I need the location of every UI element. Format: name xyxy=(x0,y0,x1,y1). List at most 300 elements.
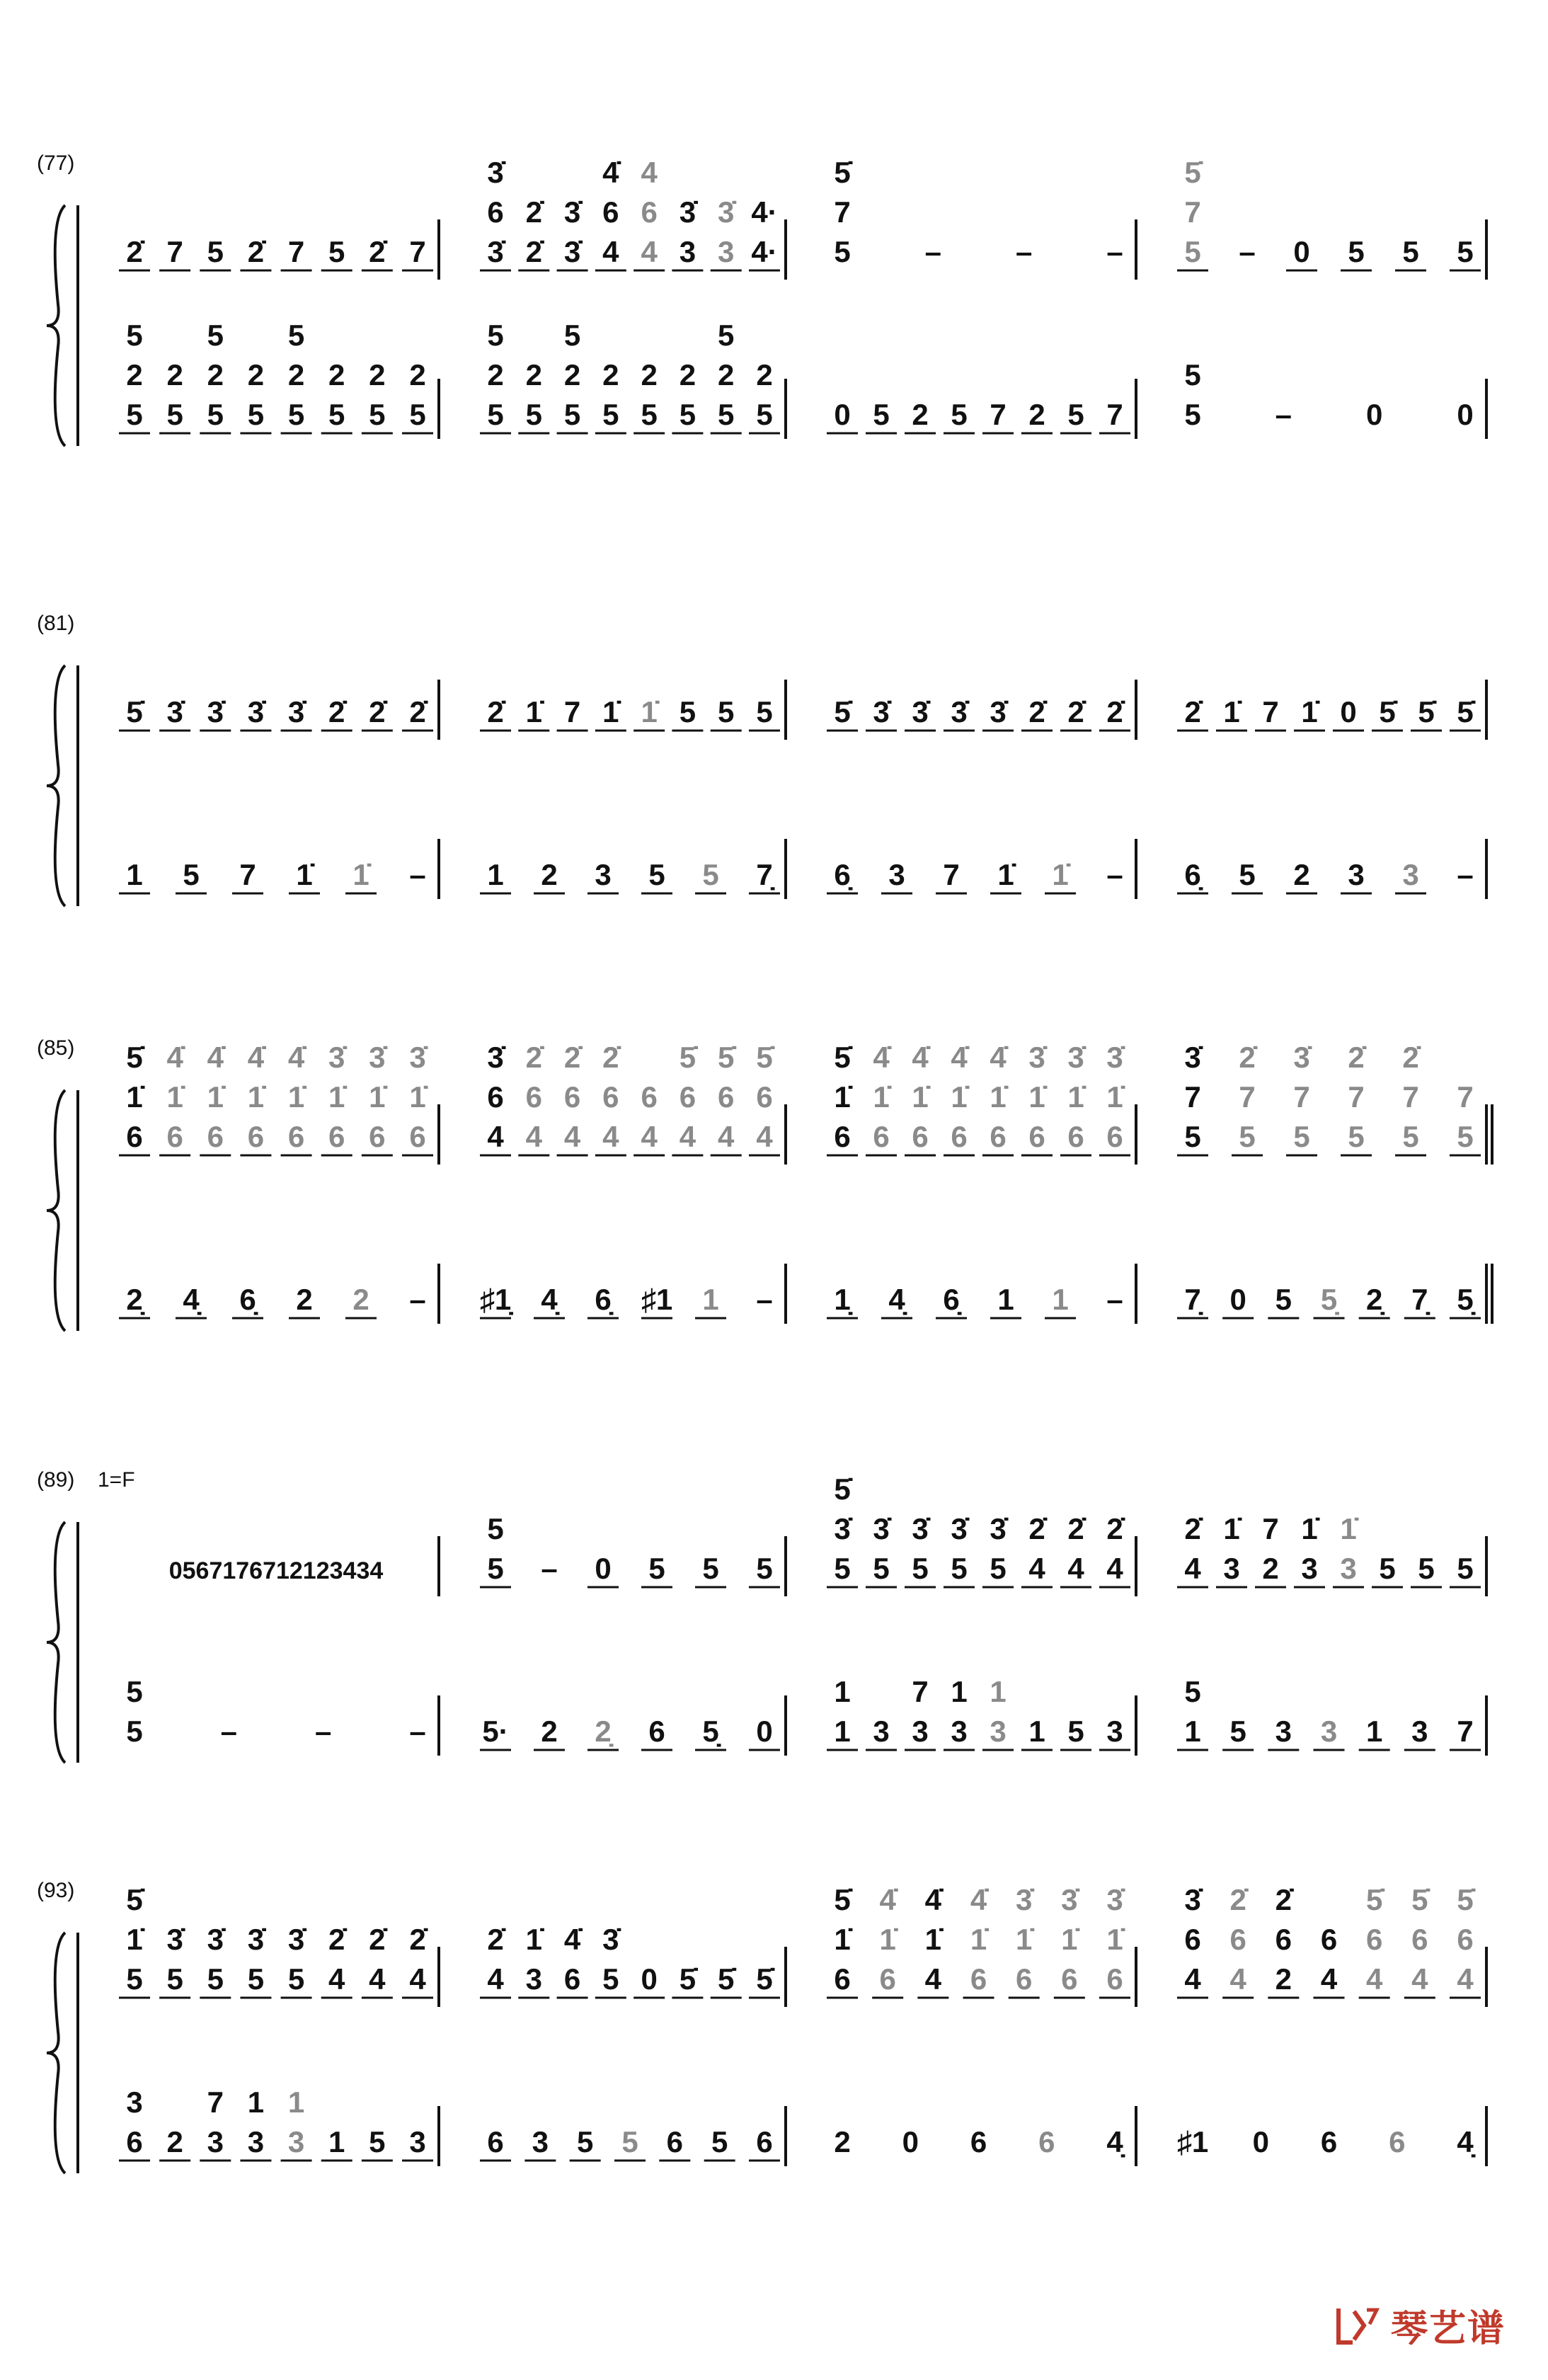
treble-note: 3̇ xyxy=(409,1041,426,1074)
treble-note: 5 xyxy=(1457,1120,1474,1153)
treble-note: 5 xyxy=(756,1552,773,1585)
bass-note: 0 xyxy=(902,2125,919,2158)
bass-note: 3 xyxy=(126,2086,143,2119)
treble-note: 1̇ xyxy=(126,1080,143,1114)
treble-note: 1̇ xyxy=(328,1080,345,1114)
treble-note: 4̇ xyxy=(912,1041,929,1074)
treble-note: 5 xyxy=(166,1962,183,1996)
treble-note: 1̇ xyxy=(602,695,619,728)
bass-note: 1 xyxy=(1028,1715,1045,1748)
bass-note: 5 xyxy=(563,398,581,431)
treble-note: 3̇ xyxy=(563,235,581,268)
treble-note: 3̇ xyxy=(873,695,890,728)
treble-note: 2̇ xyxy=(1184,1512,1201,1545)
measure-number: (77) xyxy=(37,151,75,175)
bass-note: 6 xyxy=(756,2125,773,2158)
treble-note: 1̇ xyxy=(247,1080,265,1114)
brace xyxy=(47,205,65,446)
treble-note: 5 xyxy=(1348,1120,1365,1153)
bass-note: 1̇ xyxy=(352,858,369,891)
bass-note: 6 xyxy=(970,2125,987,2158)
bass-note: 6̣ xyxy=(239,1283,256,1316)
treble-note: 6 xyxy=(369,1120,386,1153)
treble-note: 5̇ xyxy=(834,695,851,728)
treble-note: 5 xyxy=(990,1552,1007,1585)
treble-note: 5 xyxy=(873,1552,890,1585)
treble-note: 1̇ xyxy=(834,1080,851,1114)
bass-note: 1 xyxy=(1365,1715,1383,1748)
bass-note: 3 xyxy=(873,1715,890,1748)
treble-note: 2̇ xyxy=(1028,695,1045,728)
bass-note: 5 xyxy=(126,1715,143,1748)
treble-note: 7 xyxy=(1402,1080,1419,1114)
brace xyxy=(47,1933,65,2173)
treble-note: 1̇ xyxy=(126,1923,143,1956)
treble-note: 1̇ xyxy=(1015,1923,1033,1956)
brace xyxy=(47,665,65,906)
bass-note: 5 xyxy=(166,398,183,431)
treble-note: 6 xyxy=(328,1120,345,1153)
treble-note: 7 xyxy=(1348,1080,1365,1114)
bass-note: 5 xyxy=(679,398,696,431)
bass-note: 5 xyxy=(756,398,773,431)
bass-note: 7 xyxy=(1457,1715,1474,1748)
key-signature: 1=F xyxy=(98,1468,135,1492)
bass-note: 2 xyxy=(563,358,581,391)
treble-note: 3̇ xyxy=(679,195,696,229)
treble-note: 5 xyxy=(834,1552,851,1585)
treble-note: 6 xyxy=(166,1120,183,1153)
treble-note: 7 xyxy=(1184,195,1201,229)
treble-note: 7 xyxy=(1457,1080,1474,1114)
treble-note: 5̇ xyxy=(126,1883,143,1916)
treble-note: 4 xyxy=(1184,1962,1201,1996)
bass-note: 7 xyxy=(1106,398,1123,431)
bass-note: 1 xyxy=(287,2086,305,2119)
treble-note: 2 xyxy=(1262,1552,1279,1585)
treble-note: 6 xyxy=(1320,1923,1338,1956)
bass-note: 3 xyxy=(951,1715,968,1748)
treble-note: 5̇ xyxy=(834,1472,851,1506)
treble-note: 3 xyxy=(1223,1552,1240,1585)
bass-note: 1 xyxy=(951,1675,968,1708)
bass-note: 2 xyxy=(679,358,696,391)
treble-note: 4 xyxy=(1229,1962,1246,1996)
treble-note: 1̇ xyxy=(1061,1923,1078,1956)
treble-note: 6 xyxy=(409,1120,426,1153)
bass-note: 3 xyxy=(1320,1715,1338,1748)
treble-note: 3̇ xyxy=(247,1923,265,1956)
treble-note: 4̇ xyxy=(970,1883,987,1916)
treble-note: 2̇ xyxy=(1106,695,1123,728)
bass-note: 1 xyxy=(487,858,504,891)
bass-note: 5̣ xyxy=(1320,1283,1338,1316)
bass-note: 5 xyxy=(576,2125,594,2158)
bass-note: 1 xyxy=(126,858,143,891)
bass-note: 5 xyxy=(702,858,719,891)
bass-note: 5 xyxy=(287,398,305,431)
treble-note: 2̇ xyxy=(328,695,345,728)
bass-note: 3 xyxy=(207,2125,224,2158)
bass-note: 5 xyxy=(525,398,542,431)
treble-note: – xyxy=(1239,235,1256,268)
measure-number: (85) xyxy=(37,1036,75,1060)
treble-note: 4̇ xyxy=(924,1883,942,1916)
bass-note: 7̣ xyxy=(1411,1283,1428,1316)
treble-note: 4 xyxy=(328,1962,345,1996)
treble-note: 6 xyxy=(602,1080,619,1114)
treble-note: 5 xyxy=(1457,235,1474,268)
treble-note: 6 xyxy=(1015,1962,1033,1996)
treble-note: 1̇ xyxy=(1028,1080,1045,1114)
bass-note: 5 xyxy=(1229,1715,1246,1748)
treble-note: 2̇ xyxy=(369,235,386,268)
bass-note: 5̣ xyxy=(1457,1283,1474,1316)
measure-number: (93) xyxy=(37,1879,75,1902)
treble-note: 1̇ xyxy=(1106,1080,1123,1114)
bass-note: 4̣ xyxy=(1457,2125,1474,2158)
treble-note: 3 xyxy=(679,235,696,268)
treble-note: 6 xyxy=(487,195,504,229)
piano-keys-logo-icon xyxy=(1333,2304,1382,2347)
treble-note: 1̇ xyxy=(924,1923,942,1956)
treble-note: 4̇ xyxy=(990,1041,1007,1074)
bass-note: 6 xyxy=(1389,2125,1406,2158)
treble-note: 5̇ xyxy=(1418,695,1435,728)
treble-note: 1̇ xyxy=(1340,1512,1357,1545)
bass-note: 5 xyxy=(247,398,265,431)
treble-note: 6 xyxy=(912,1120,929,1153)
treble-note: 6 xyxy=(126,1120,143,1153)
treble-note: 7 xyxy=(409,235,426,268)
treble-note: 1̇ xyxy=(207,1080,224,1114)
treble-note: 6 xyxy=(970,1962,987,1996)
bass-note: 2 xyxy=(541,1715,558,1748)
bass-note: 0 xyxy=(1229,1283,1246,1316)
treble-note: 3 xyxy=(1340,1552,1357,1585)
bass-note: 3 xyxy=(287,2125,305,2158)
treble-note: 4 xyxy=(641,235,658,268)
treble-note: 2̇ xyxy=(487,695,504,728)
bass-note: – xyxy=(409,1715,426,1748)
treble-note: 5̇ xyxy=(126,695,143,728)
bass-note: 2 xyxy=(756,358,773,391)
bass-note: 0 xyxy=(1457,398,1474,431)
treble-note: 5 xyxy=(1402,1120,1419,1153)
treble-note: 5 xyxy=(912,1552,929,1585)
bass-note: 5 xyxy=(602,398,619,431)
treble-note: 4̇ xyxy=(873,1041,890,1074)
treble-note: 0567176712123434 xyxy=(168,1557,384,1584)
treble-note: 6 xyxy=(487,1080,504,1114)
treble-note: 1̇ xyxy=(912,1080,929,1114)
treble-note: 7 xyxy=(1293,1080,1310,1114)
bass-note: 2 xyxy=(525,358,542,391)
treble-note: 5 xyxy=(247,1962,265,1996)
bass-note: 5 xyxy=(648,858,665,891)
treble-note: 5 xyxy=(1184,1120,1201,1153)
treble-note: 5̇ xyxy=(756,1962,773,1996)
bass-note: 3 xyxy=(1275,1715,1292,1748)
bass-note: – xyxy=(1106,858,1123,891)
bass-note: 0 xyxy=(1252,2125,1269,2158)
treble-note: 1̇ xyxy=(166,1080,183,1114)
bass-note: 2 xyxy=(287,358,305,391)
treble-note: 1̇ xyxy=(1301,1512,1318,1545)
treble-note: 3̇ xyxy=(1028,1041,1045,1074)
treble-note: 3̇ xyxy=(1106,1041,1123,1074)
treble-note: 1̇ xyxy=(641,695,658,728)
treble-note: 6 xyxy=(834,1120,851,1153)
bass-note: 1 xyxy=(997,1283,1014,1316)
bass-note: 2 xyxy=(718,358,735,391)
treble-note: 6 xyxy=(1365,1923,1383,1956)
treble-note: 5̇ xyxy=(1379,695,1396,728)
bass-note: 2 xyxy=(247,358,265,391)
treble-note: 3̇ xyxy=(912,695,929,728)
treble-note: 2̇ xyxy=(369,695,386,728)
treble-note: 3̇ xyxy=(718,195,735,229)
treble-note: 6 xyxy=(1184,1923,1201,1956)
treble-note: 6 xyxy=(718,1080,735,1114)
bass-note: 0 xyxy=(834,398,851,431)
bass-note: 5 xyxy=(369,398,386,431)
treble-note: 6 xyxy=(525,1080,542,1114)
bass-note: 6 xyxy=(666,2125,684,2158)
treble-note: 2̇ xyxy=(1275,1883,1292,1916)
bass-note: 3 xyxy=(595,858,612,891)
bass-note: 5 xyxy=(1067,398,1084,431)
treble-note: 2̇ xyxy=(1067,1512,1084,1545)
treble-note: 4 xyxy=(487,1962,504,1996)
bass-note: 1̣ xyxy=(834,1283,851,1316)
treble-note: 3̇ xyxy=(1184,1883,1201,1916)
brace xyxy=(47,1090,65,1331)
treble-note: 5̇ xyxy=(1365,1883,1383,1916)
bass-note: 2 xyxy=(352,1283,369,1316)
treble-note: 7 xyxy=(834,195,851,229)
treble-note: 4 xyxy=(1106,1552,1123,1585)
bass-note: 5 xyxy=(126,398,143,431)
treble-note: 2̇ xyxy=(1348,1041,1365,1074)
treble-note: 5 xyxy=(718,695,735,728)
bass-note: 5 xyxy=(873,398,890,431)
treble-note: 3̇ xyxy=(287,695,305,728)
treble-note: 5̇ xyxy=(834,1041,851,1074)
bass-note: 5 xyxy=(287,319,305,352)
bass-note: 6̣ xyxy=(1184,858,1201,891)
treble-note: 3̇ xyxy=(207,1923,224,1956)
treble-note: 2̇ xyxy=(1229,1883,1246,1916)
bass-note: 5 xyxy=(563,319,581,352)
treble-note: 6 xyxy=(1106,1962,1123,1996)
treble-note: 2̇ xyxy=(1106,1512,1123,1545)
treble-note: 5̇ xyxy=(1457,695,1474,728)
treble-note: 4̇ xyxy=(247,1041,265,1074)
treble-note: 3̇ xyxy=(487,156,504,189)
bass-note: – xyxy=(1106,1283,1123,1316)
treble-note: 3̇ xyxy=(487,235,504,268)
measure-number: (81) xyxy=(37,612,75,635)
bass-note: 4̣ xyxy=(888,1283,905,1316)
bass-note: 3 xyxy=(247,2125,265,2158)
treble-note: 5 xyxy=(756,695,773,728)
bass-note: 5 xyxy=(718,319,735,352)
bass-note: 2 xyxy=(166,358,183,391)
treble-note: 3̇ xyxy=(1293,1041,1310,1074)
treble-note: 5 xyxy=(287,1962,305,1996)
bass-note: 6 xyxy=(126,2125,143,2158)
bass-note: 2̣ xyxy=(126,1283,143,1316)
bass-note: – xyxy=(756,1283,773,1316)
bass-note: 1 xyxy=(834,1715,851,1748)
treble-note: 7 xyxy=(166,235,183,268)
treble-note: 4 xyxy=(1320,1962,1338,1996)
bass-note: 1̇ xyxy=(296,858,313,891)
treble-note: 4 xyxy=(1028,1552,1045,1585)
bass-note: 1 xyxy=(990,1675,1007,1708)
treble-note: 6 xyxy=(247,1120,265,1153)
treble-note: 5 xyxy=(328,235,345,268)
bass-note: 0 xyxy=(756,1715,773,1748)
bass-note: – xyxy=(314,1715,332,1748)
bass-note: 5 xyxy=(183,858,200,891)
treble-note: 4 xyxy=(1184,1552,1201,1585)
bass-note: 3 xyxy=(532,2125,549,2158)
bass-note: 5 xyxy=(1067,1715,1084,1748)
bass-note: 5 xyxy=(126,319,143,352)
bass-note: 2 xyxy=(834,2125,851,2158)
treble-note: 5̇ xyxy=(1411,1883,1428,1916)
treble-note: 1̇ xyxy=(1106,1923,1123,1956)
treble-note: 6 xyxy=(1061,1962,1078,1996)
treble-note: 3̇ xyxy=(166,1923,183,1956)
treble-note: 4· xyxy=(751,195,778,229)
bass-note: 3 xyxy=(912,1715,929,1748)
bass-note: 6 xyxy=(487,2125,504,2158)
bass-note: 1̇ xyxy=(1052,858,1069,891)
treble-note: 3̇ xyxy=(1184,1041,1201,1074)
bass-note: 2 xyxy=(296,1283,313,1316)
treble-note: 4̇ xyxy=(879,1883,896,1916)
bass-note: 5 xyxy=(718,398,735,431)
treble-note: 1̇ xyxy=(1067,1080,1084,1114)
treble-note: 3̇ xyxy=(834,1512,851,1545)
bass-note: 1 xyxy=(1052,1283,1069,1316)
bass-note: 6̣ xyxy=(943,1283,960,1316)
treble-note: 2̇ xyxy=(525,1041,542,1074)
treble-note: 6 xyxy=(756,1080,773,1114)
treble-note: 5 xyxy=(207,1962,224,1996)
treble-note: 4 xyxy=(1457,1962,1474,1996)
treble-note: 2̇ xyxy=(1028,1512,1045,1545)
bass-note: 4̣ xyxy=(183,1283,200,1316)
bass-note: 6̣ xyxy=(595,1283,612,1316)
bass-note: 5 xyxy=(1184,358,1201,391)
treble-note: 4̇ xyxy=(166,1041,183,1074)
treble-note: 5 xyxy=(1293,1120,1310,1153)
treble-note: 1̇ xyxy=(951,1080,968,1114)
treble-note: 4 xyxy=(369,1962,386,1996)
treble-note: 5 xyxy=(207,235,224,268)
bass-note: 1 xyxy=(1184,1715,1201,1748)
treble-note: 6 xyxy=(951,1120,968,1153)
bass-note: 3 xyxy=(1411,1715,1428,1748)
bass-note: 7̣ xyxy=(756,858,773,891)
treble-note: 3̇ xyxy=(1061,1883,1078,1916)
treble-note: 4̇ xyxy=(602,156,619,189)
treble-note: 4 xyxy=(487,1120,504,1153)
treble-note: 3̇ xyxy=(369,1041,386,1074)
treble-note: 5 xyxy=(679,695,696,728)
bass-note: 4̣ xyxy=(1106,2125,1123,2158)
bass-note: ♯1 xyxy=(641,1283,673,1316)
treble-note: 5 xyxy=(834,235,851,268)
bass-note: 5 xyxy=(621,2125,638,2158)
treble-note: 6 xyxy=(602,195,619,229)
treble-note: 6 xyxy=(563,1962,581,1996)
treble-note: 3̇ xyxy=(207,695,224,728)
treble-note: 1̇ xyxy=(525,1923,542,1956)
bass-note: 5 xyxy=(126,1675,143,1708)
treble-note: 1̇ xyxy=(409,1080,426,1114)
treble-note: 5 xyxy=(487,1552,504,1585)
bass-note: 6 xyxy=(1038,2125,1055,2158)
bass-note: – xyxy=(220,1715,238,1748)
treble-note: 4 xyxy=(718,1120,735,1153)
treble-note: 2̇ xyxy=(525,195,542,229)
treble-note: 5 xyxy=(487,1512,504,1545)
bass-note: 2 xyxy=(487,358,504,391)
treble-note: 0 xyxy=(1340,695,1357,728)
treble-note: 3̇ xyxy=(563,195,581,229)
treble-note: 3̇ xyxy=(951,1512,968,1545)
treble-note: 5 xyxy=(1348,235,1365,268)
treble-note: 5 xyxy=(1379,1552,1396,1585)
bass-note: 1 xyxy=(834,1675,851,1708)
treble-note: 3̇ xyxy=(602,1923,619,1956)
treble-note: 7 xyxy=(1262,1512,1279,1545)
bass-note: 6̣ xyxy=(834,858,851,891)
bass-note: 7 xyxy=(990,398,1007,431)
bass-note: 5 xyxy=(1184,398,1201,431)
bass-note: 5 xyxy=(487,398,504,431)
treble-note: 0 xyxy=(641,1962,658,1996)
bass-note: 3 xyxy=(1348,858,1365,891)
treble-note: – xyxy=(924,235,942,268)
treble-note: 6 xyxy=(641,195,658,229)
treble-note: 4 xyxy=(563,1120,581,1153)
bass-note: 2̣ xyxy=(595,1715,612,1748)
treble-note: 7 xyxy=(1184,1080,1201,1114)
bass-note: 3 xyxy=(409,2125,426,2158)
bass-note: 3 xyxy=(990,1715,1007,1748)
treble-note: 4 xyxy=(525,1120,542,1153)
treble-note: 6 xyxy=(834,1962,851,1996)
treble-note: 3̇ xyxy=(328,1041,345,1074)
bass-note: 5 xyxy=(369,2125,386,2158)
treble-note: 5̇ xyxy=(1184,156,1201,189)
treble-note: 1̇ xyxy=(970,1923,987,1956)
treble-note: 3 xyxy=(525,1962,542,1996)
treble-note: 6 xyxy=(1411,1923,1428,1956)
treble-note: – xyxy=(1015,235,1033,268)
treble-note: 3̇ xyxy=(990,1512,1007,1545)
treble-note: 5 xyxy=(1418,1552,1435,1585)
treble-note: 3̇ xyxy=(247,695,265,728)
treble-note: 6 xyxy=(207,1120,224,1153)
bass-note: 6 xyxy=(1320,2125,1338,2158)
